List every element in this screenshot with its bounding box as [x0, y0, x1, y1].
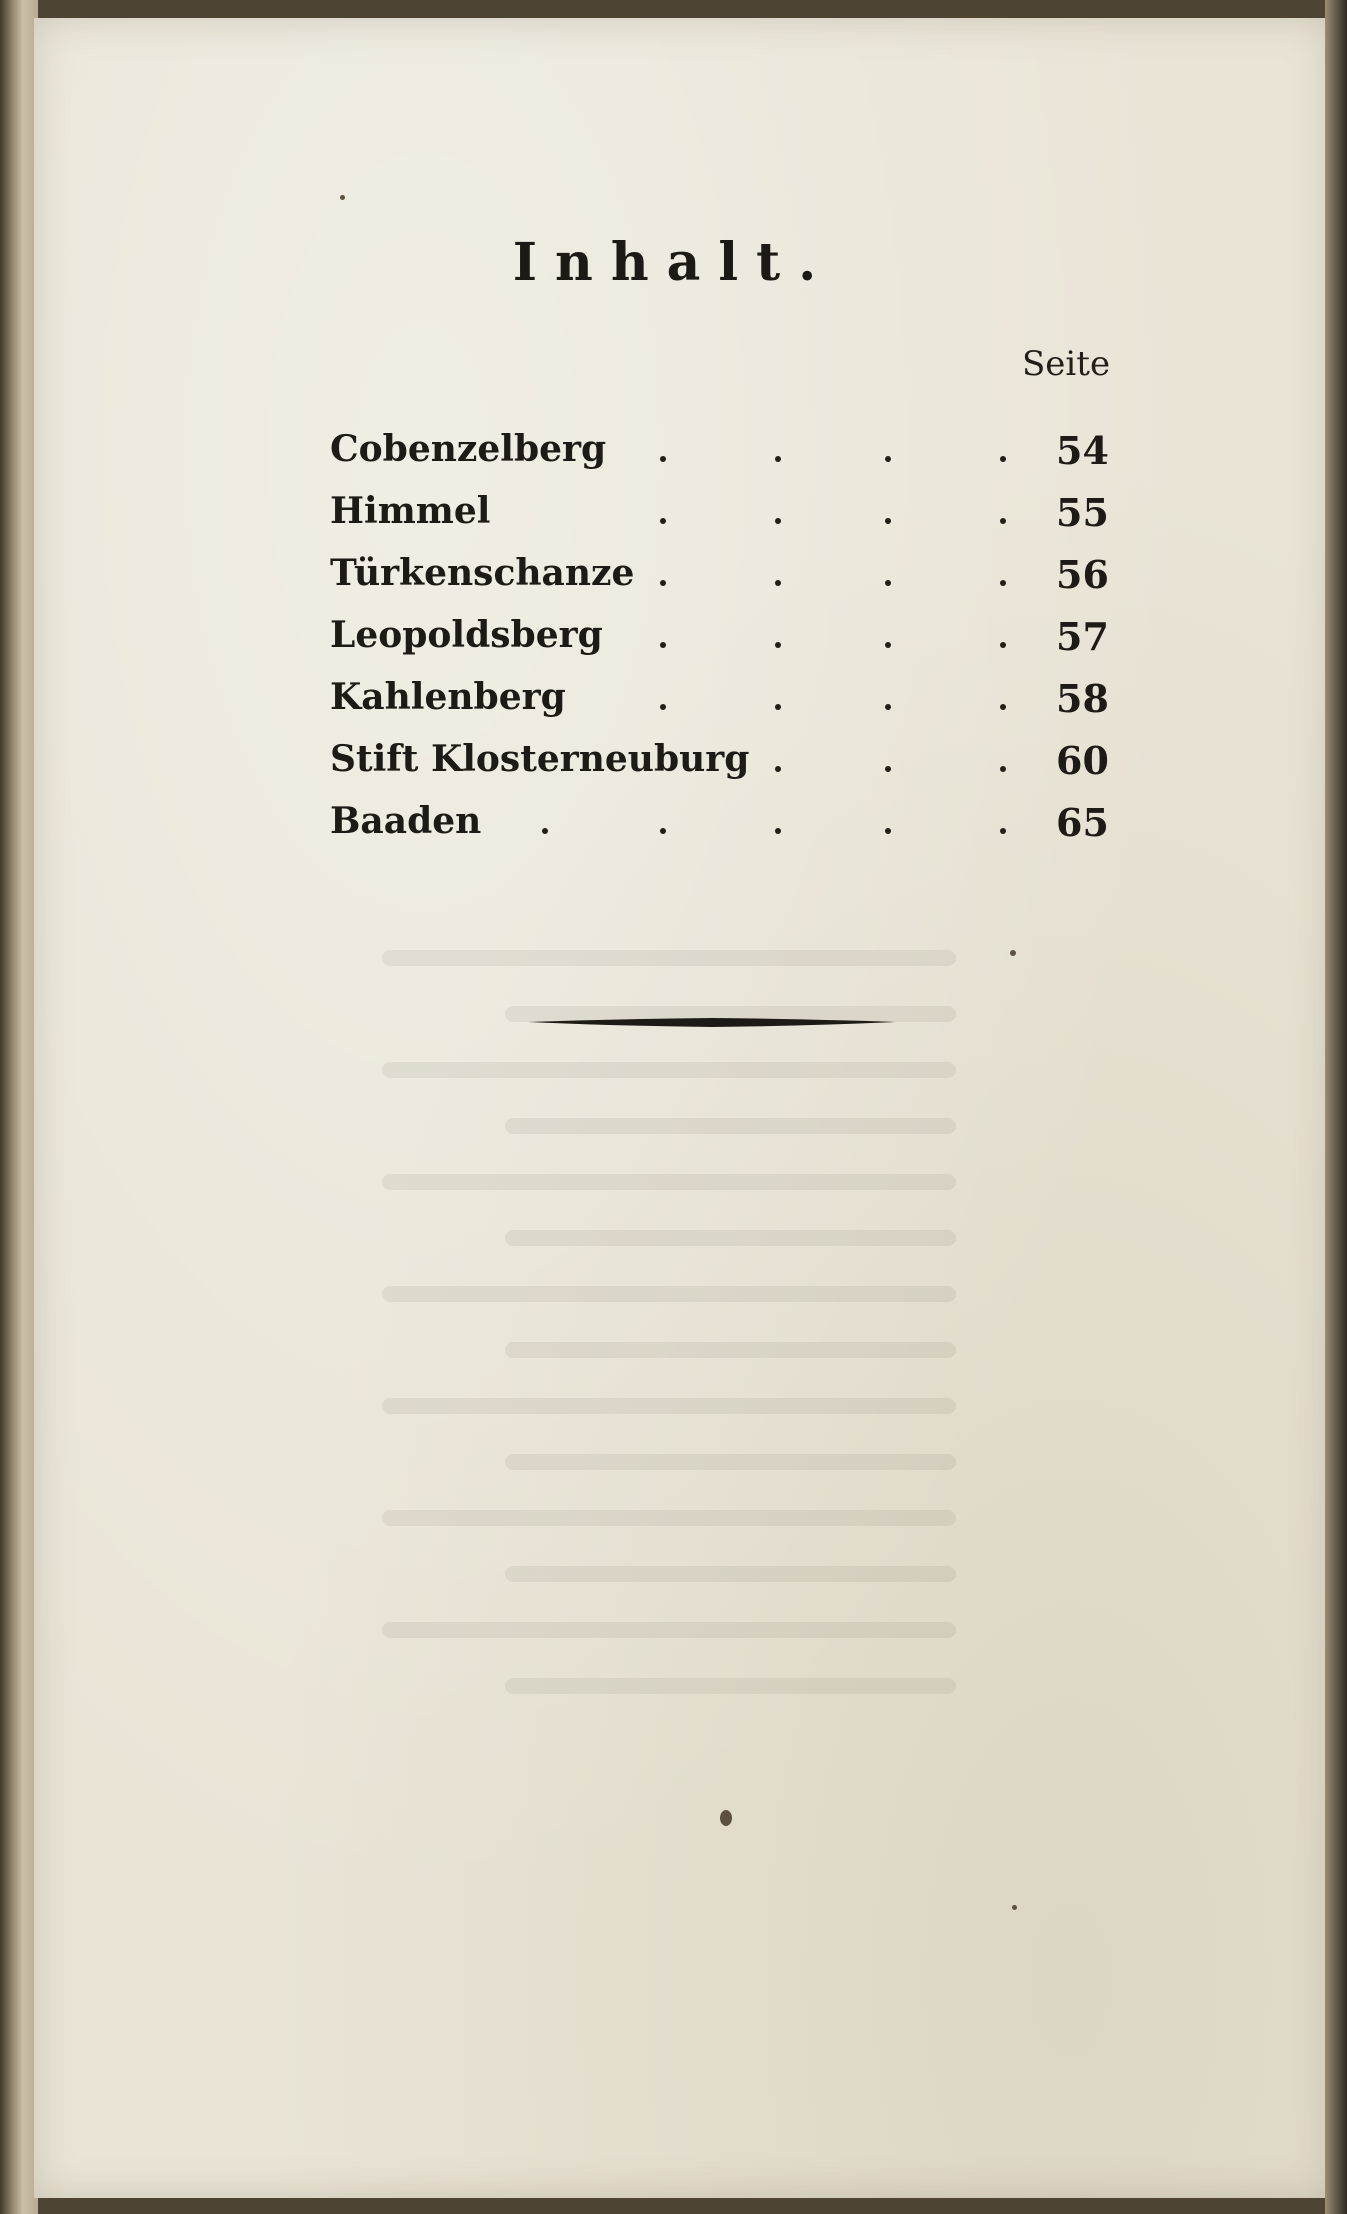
leader-dot [1000, 828, 1006, 834]
toc-entry-name: Stift Klosterneuburg [330, 738, 750, 780]
toc-entry-page: 58 [1056, 676, 1109, 721]
leader-dot [775, 766, 781, 772]
leader-dot [775, 580, 781, 586]
toc-entry-page: 57 [1056, 614, 1109, 659]
leader-dot [660, 456, 666, 462]
toc-entry [330, 614, 1120, 674]
paper-speck [340, 195, 345, 200]
leader-dot [1000, 642, 1006, 648]
toc-entry [330, 800, 1120, 860]
leader-dot [775, 518, 781, 524]
leader-dot [660, 828, 666, 834]
toc-entry [330, 490, 1120, 550]
toc-entry [330, 428, 1120, 488]
ornamental-rule [528, 1016, 896, 1028]
leader-dot [885, 704, 891, 710]
toc-entry-name: Leopoldsberg [330, 614, 603, 656]
leader-dot [775, 642, 781, 648]
paper-speck [1012, 1905, 1017, 1910]
leader-dot [1000, 518, 1006, 524]
leader-dot [542, 828, 548, 834]
paper-speck [720, 1810, 732, 1826]
leader-dot [885, 518, 891, 524]
toc-entry-name: Türkenschanze [330, 552, 635, 594]
leader-dot [660, 704, 666, 710]
toc-entry-page: 56 [1056, 552, 1109, 597]
leader-dot [1000, 766, 1006, 772]
leader-dot [775, 704, 781, 710]
toc-entry-name: Cobenzelberg [330, 428, 607, 470]
leader-dot [660, 518, 666, 524]
page-title: Inhalt. [512, 232, 835, 293]
leader-dot [885, 766, 891, 772]
toc-entry-name: Baaden [330, 800, 482, 842]
toc-entry [330, 552, 1120, 612]
toc-entry-name: Himmel [330, 490, 491, 532]
leader-dot [660, 642, 666, 648]
leader-dot [885, 828, 891, 834]
leader-dot [1000, 456, 1006, 462]
leader-dot [1000, 704, 1006, 710]
leader-dot [1000, 580, 1006, 586]
toc-entry [330, 738, 1120, 798]
leader-dot [885, 580, 891, 586]
toc-entry-page: 54 [1056, 428, 1109, 473]
toc-entry-page: 60 [1056, 738, 1109, 783]
leader-dot [885, 456, 891, 462]
paper-speck [1010, 950, 1016, 956]
page-column-header: Seite [1022, 344, 1111, 384]
leader-dot [775, 828, 781, 834]
toc-entry [330, 676, 1120, 736]
toc-entry-page: 55 [1056, 490, 1109, 535]
leader-dot [885, 642, 891, 648]
leader-dot [660, 580, 666, 586]
leader-dot [775, 456, 781, 462]
toc-entry-page: 65 [1056, 800, 1109, 845]
toc-entry-name: Kahlenberg [330, 676, 566, 718]
